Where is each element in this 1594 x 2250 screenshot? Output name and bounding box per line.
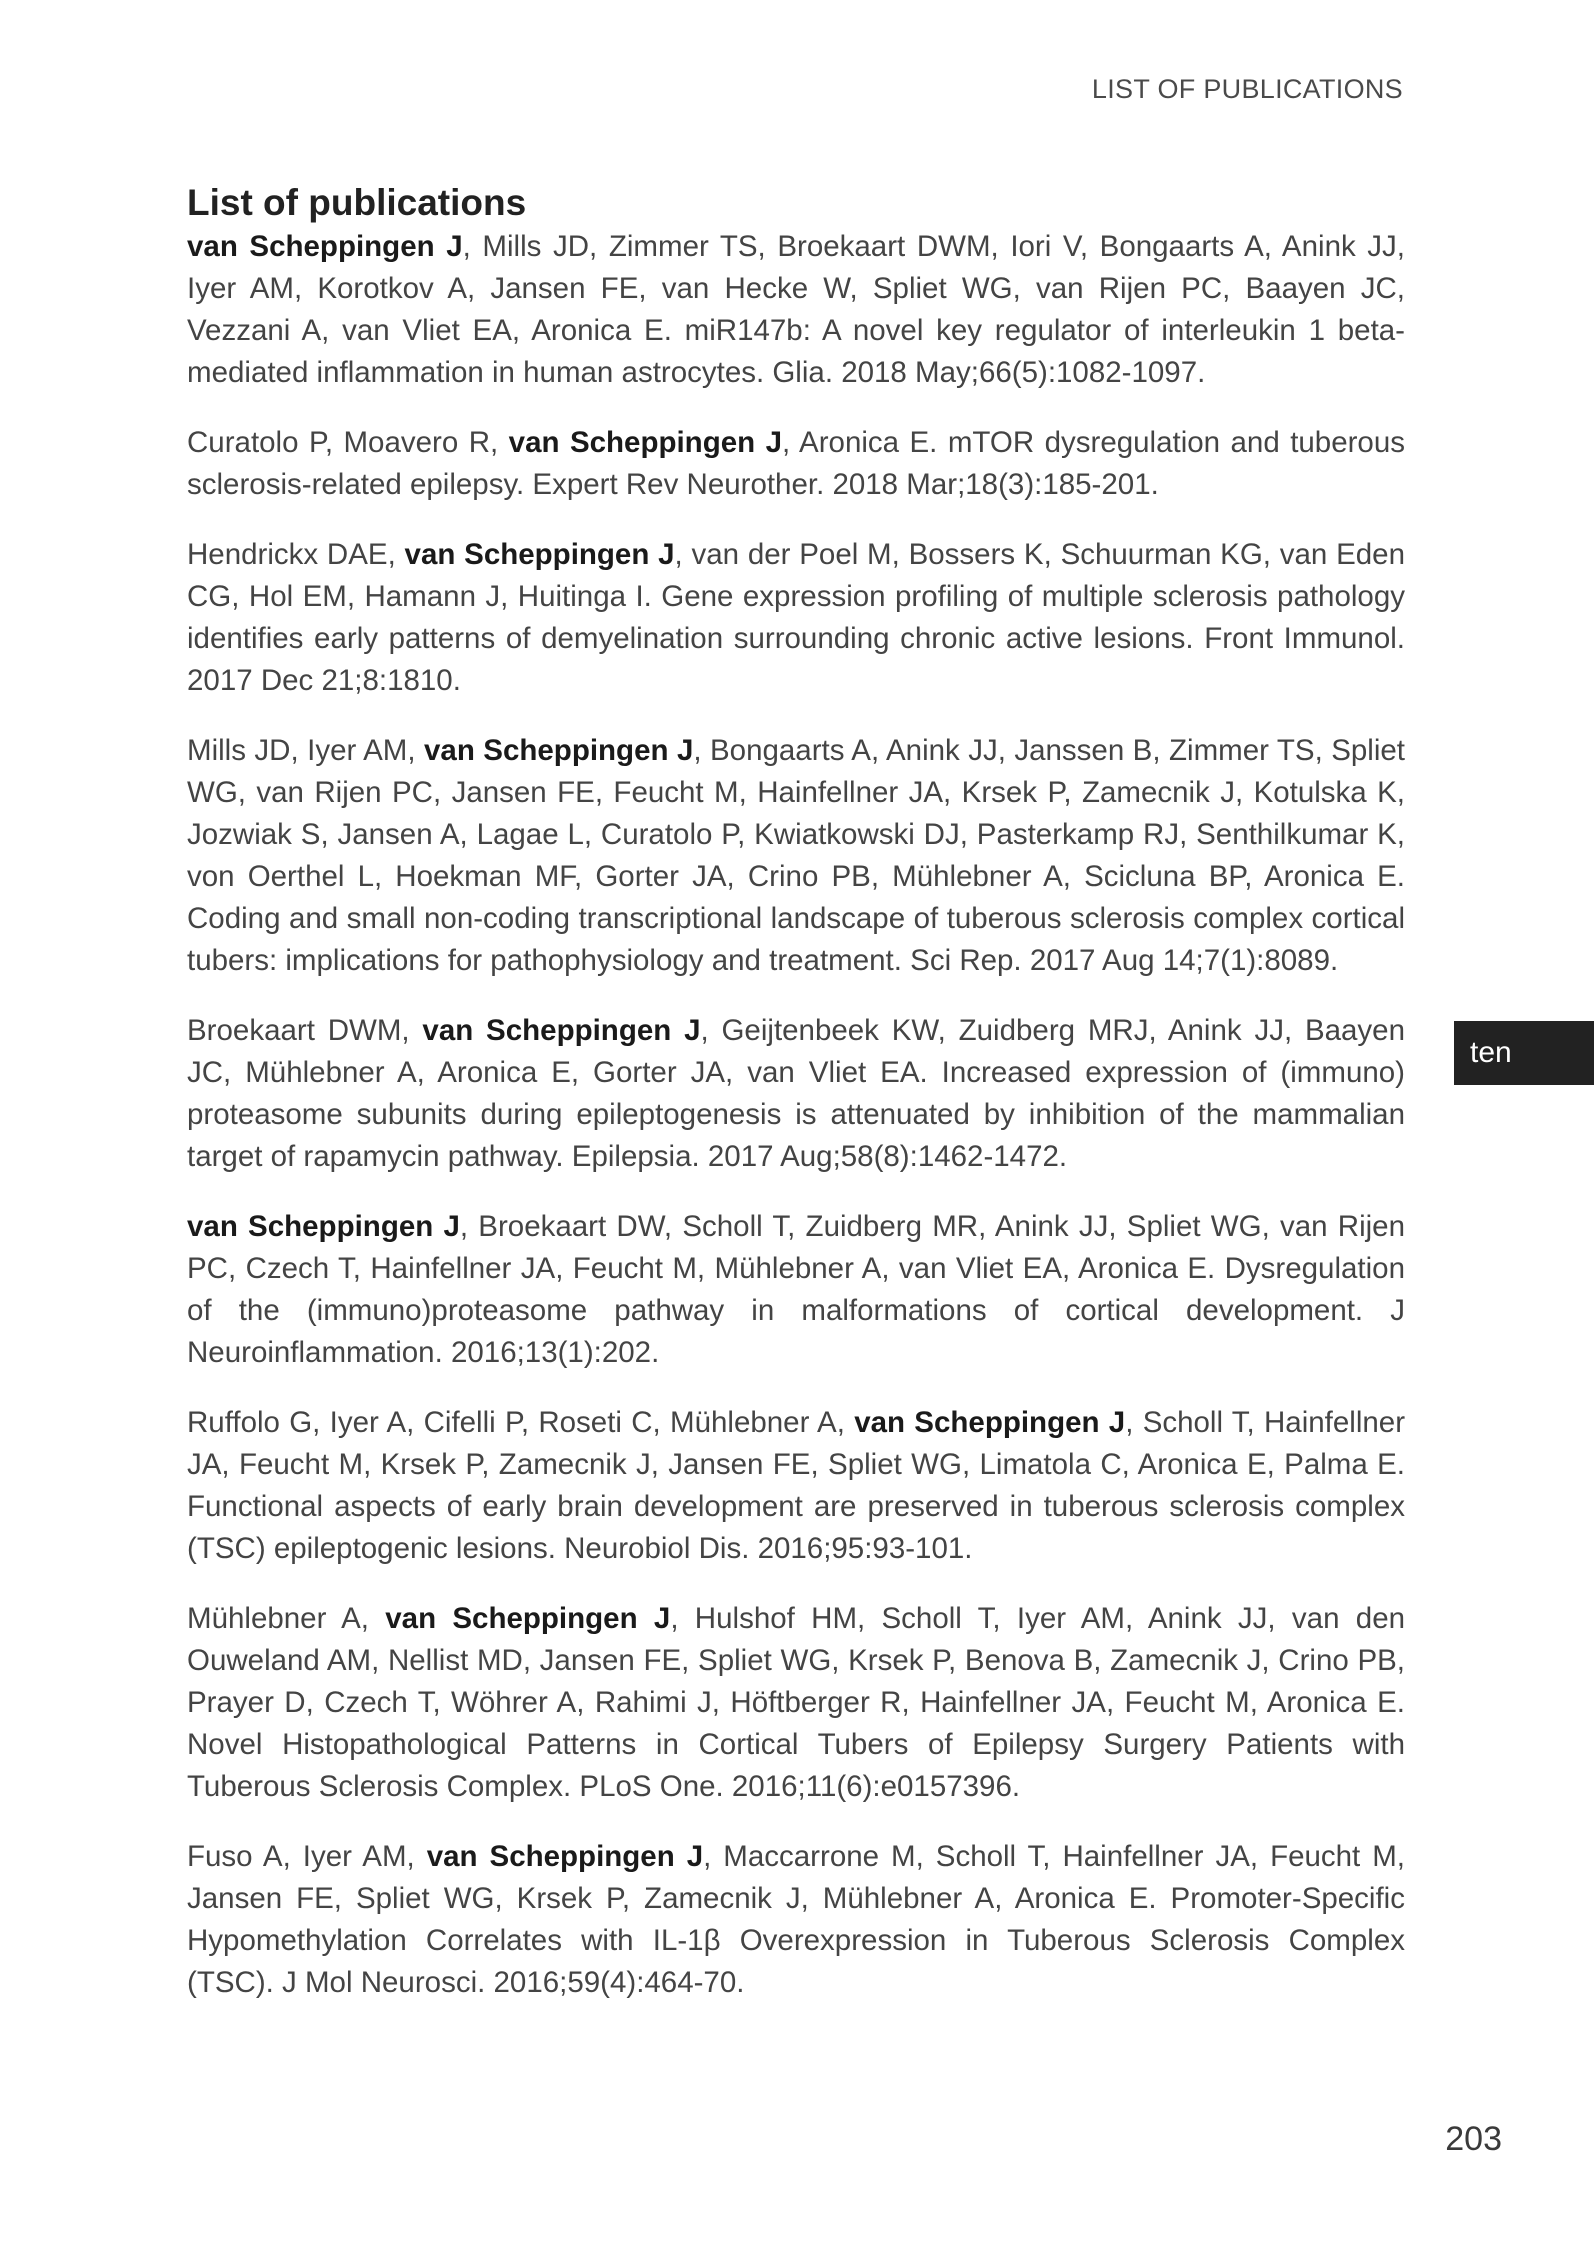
- publication-entry: Mühlebner A, van Scheppingen J, Hulshof HM, Scholl T, Iyer AM, Anink JJ, van den Ouweland AM, Nellist MD, Jansen FE, Spliet WG, Krsek P, Benova B, Zamecnik J, Crino PB, Prayer D, Czech T, Wöhrer A, Rahimi J, Höftberger R, Hainfellner JA, Feucht M, Aronica E. Novel Histopathological Patterns in Cortical Tubers of Epilepsy Surgery Patients with Tuberous Sclerosis Complex. PLoS One. 2016;11(6):e0157396.: [187, 1602, 1406, 1803]
- highlighted-author: van Scheppingen J: [404, 538, 675, 571]
- section-title: List of publications: [187, 182, 527, 223]
- publication-entry: Mills JD, Iyer AM, van Scheppingen J, Bongaarts A, Anink JJ, Janssen B, Zimmer TS, Spliet WG, van Rijen PC, Jansen FE, Feucht M, Hainfellner JA, Krsek P, Zamecnik J, Kotulska K, Jozwiak S, Jansen A, Lagae L, Curatolo P, Kwiatkowski DJ, Pasterkamp RJ, Senthilkumar K, von Oerthel L, Hoekman MF, Gorter JA, Crino PB, Mühlebner A, Scicluna BP, Aronica E. Coding and small non-coding transcriptional landscape of tuberous sclerosis complex cortical tubers: implications for pathophysiology and treatment. Sci Rep. 2017 Aug 14;7(1):8089.: [187, 734, 1405, 977]
- publication-entry: Curatolo P, Moavero R, van Scheppingen J, Aronica E. mTOR dysregulation and tuberous sclerosis-related epilepsy. Expert Rev Neurother. 2018 Mar;18(3):185-201.: [187, 426, 1405, 501]
- highlighted-author: van Scheppingen J: [187, 230, 463, 263]
- publication-list: [187, 180, 1405, 2032]
- highlighted-author: van Scheppingen J: [508, 426, 783, 459]
- highlighted-author: van Scheppingen J: [422, 1014, 701, 1047]
- publication-entry: Hendrickx DAE, van Scheppingen J, van der Poel M, Bossers K, Schuurman KG, van Eden CG, Hol EM, Hamann J, Huitinga I. Gene expression profiling of multiple sclerosis pathology identifies early patterns of demyelination surrounding chronic active lesions. Front Immunol. 2017 Dec 21;8:1810.: [187, 538, 1405, 697]
- highlighted-author: van Scheppingen J: [426, 1840, 704, 1873]
- highlighted-author: van Scheppingen J: [424, 734, 694, 767]
- publication-entry: Broekaart DWM, van Scheppingen J, Geijtenbeek KW, Zuidberg MRJ, Anink JJ, Baayen JC, Mühlebner A, Aronica E, Gorter JA, van Vliet EA. Increased expression of (immuno) proteasome subunits during epileptogenesis is attenuated by inhibition of the mammalian target of rapamycin pathway. Epilepsia. 2017 Aug;58(8):1462-1472.: [187, 1014, 1405, 1173]
- publication-entry: Ruffolo G, Iyer A, Cifelli P, Roseti C, Mühlebner A, van Scheppingen J, Scholl T, Hainfellner JA, Feucht M, Krsek P, Zamecnik J, Jansen FE, Spliet WG, Limatola C, Aronica E, Palma E. Functional aspects of early brain development are preserved in tuberous sclerosis complex (TSC) epileptogenic lesions. Neurobiol Dis. 2016;95:93-101.: [187, 1406, 1406, 1565]
- publication-entry: Fuso A, Iyer AM, van Scheppingen J, Maccarrone M, Scholl T, Hainfellner JA, Feucht M, Jansen FE, Spliet WG, Krsek P, Zamecnik J, Mühlebner A, Aronica E. Promoter-Specific Hypomethylation Correlates with IL-1β Overexpression in Tuberous Sclerosis Complex (TSC). J Mol Neurosci. 2016;59(4):464-70.: [187, 1840, 1405, 1999]
- highlighted-author: van Scheppingen J: [385, 1602, 671, 1635]
- running-header: LIST OF PUBLICATIONS: [1091, 74, 1403, 104]
- page-number: 203: [1445, 2120, 1502, 2158]
- highlighted-author: van Scheppingen J: [187, 1210, 460, 1243]
- publication-entry: van Scheppingen J, Mills JD, Zimmer TS, Broekaart DWM, Iori V, Bongaarts A, Anink JJ, Iyer AM, Korotkov A, Jansen FE, van Hecke W, Spliet WG, van Rijen PC, Baayen JC, Vezzani A, van Vliet EA, Aronica E. miR147b: A novel key regulator of interleukin 1 beta-mediated inflammation in human astrocytes. Glia. 2018 May;66(5):1082-1097.: [187, 230, 1406, 389]
- publication-entry: van Scheppingen J, Broekaart DW, Scholl T, Zuidberg MR, Anink JJ, Spliet WG, van Rijen PC, Czech T, Hainfellner JA, Feucht M, Mühlebner A, van Vliet EA, Aronica E. Dysregulation of the (immuno)proteasome pathway in malformations of cortical development. J Neuroinflammation. 2016;13(1):202.: [187, 1210, 1405, 1369]
- highlighted-author: van Scheppingen J: [854, 1406, 1126, 1439]
- chapter-tab: ten: [1454, 1021, 1594, 1085]
